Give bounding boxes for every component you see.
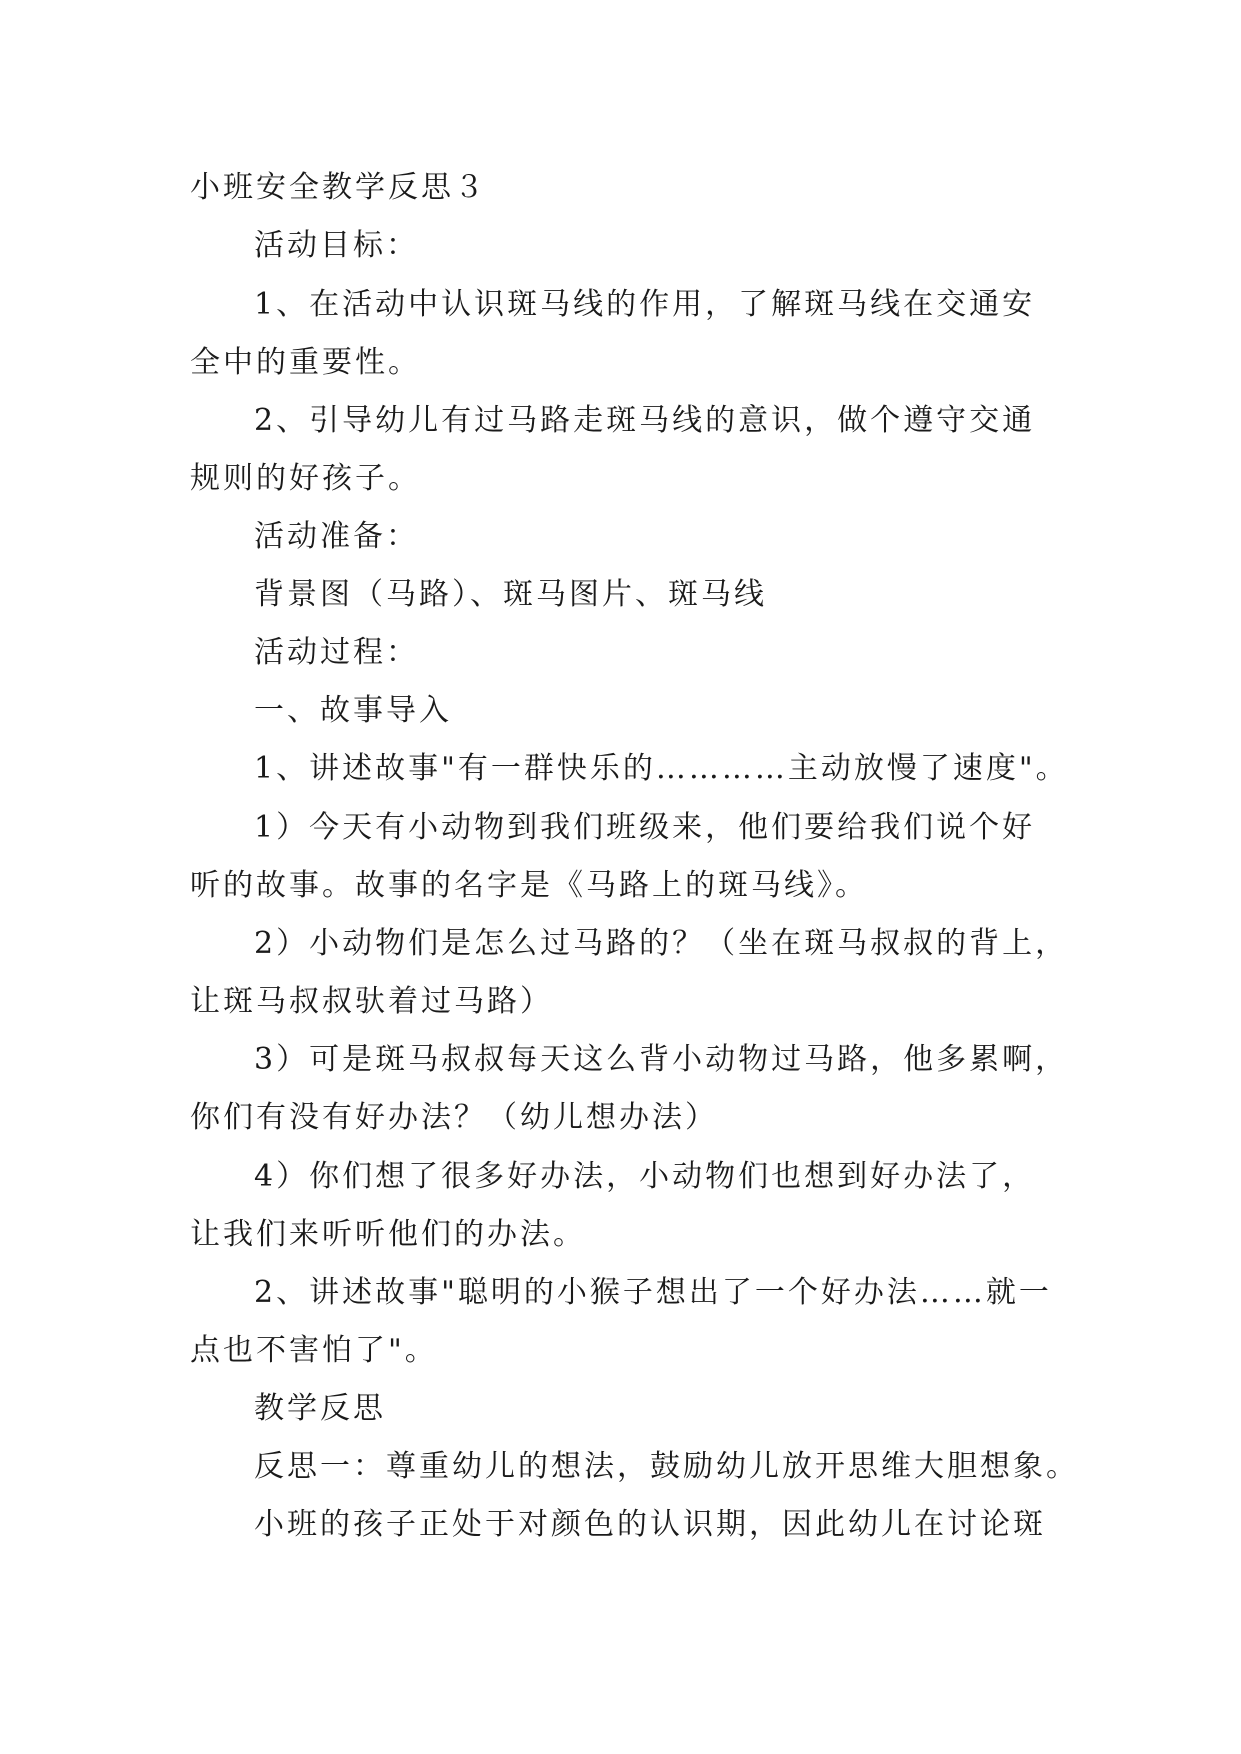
section-heading-activity-preparation: 活动准备： — [254, 519, 419, 554]
paragraph-line: 全中的重要性。 — [190, 345, 421, 380]
subsection-heading: 一、故事导入 — [254, 693, 452, 728]
paragraph-line: 2、引导幼儿有过马路走斑马线的意识，做个遵守交通 — [254, 403, 1036, 438]
document-title: 小班安全教学反思３ — [190, 170, 487, 205]
paragraph-line: 1、在活动中认识斑马线的作用，了解斑马线在交通安 — [254, 287, 1036, 322]
paragraph-line: 规则的好孩子。 — [190, 461, 421, 496]
paragraph-line: 让我们来听听他们的办法。 — [190, 1217, 586, 1252]
paragraph-line: 让斑马叔叔驮着过马路） — [190, 984, 553, 1019]
paragraph-line: 4）你们想了很多好办法，小动物们也想到好办法了， — [254, 1159, 1036, 1194]
paragraph-line: 反思一：尊重幼儿的想法，鼓励幼儿放开思维大胆想象。 — [254, 1449, 1079, 1484]
paragraph-line: 3）可是斑马叔叔每天这么背小动物过马路，他多累啊， — [254, 1042, 1069, 1077]
paragraph-line: 1）今天有小动物到我们班级来，他们要给我们说个好 — [254, 810, 1036, 845]
paragraph-line: 小班的孩子正处于对颜色的认识期，因此幼儿在讨论斑 — [254, 1507, 1046, 1542]
paragraph-line: 你们有没有好办法？（幼儿想办法） — [190, 1100, 718, 1135]
paragraph-line: 2、讲述故事"聪明的小猴子想出了一个好办法……就一 — [254, 1275, 1052, 1310]
paragraph-line: 听的故事。故事的名字是《马路上的斑马线》。 — [190, 868, 868, 903]
section-heading-activity-process: 活动过程： — [254, 635, 419, 670]
paragraph-line: 背景图（马路）、斑马图片、斑马线 — [254, 577, 767, 612]
section-heading-activity-goals: 活动目标： — [254, 228, 419, 263]
section-heading-teaching-reflection: 教学反思 — [254, 1391, 386, 1426]
paragraph-line: 1、讲述故事"有一群快乐的…………主动放慢了速度"。 — [254, 751, 1069, 786]
paragraph-line: 2）小动物们是怎么过马路的？（坐在斑马叔叔的背上， — [254, 926, 1069, 961]
paragraph-line: 点也不害怕了"。 — [190, 1333, 438, 1368]
